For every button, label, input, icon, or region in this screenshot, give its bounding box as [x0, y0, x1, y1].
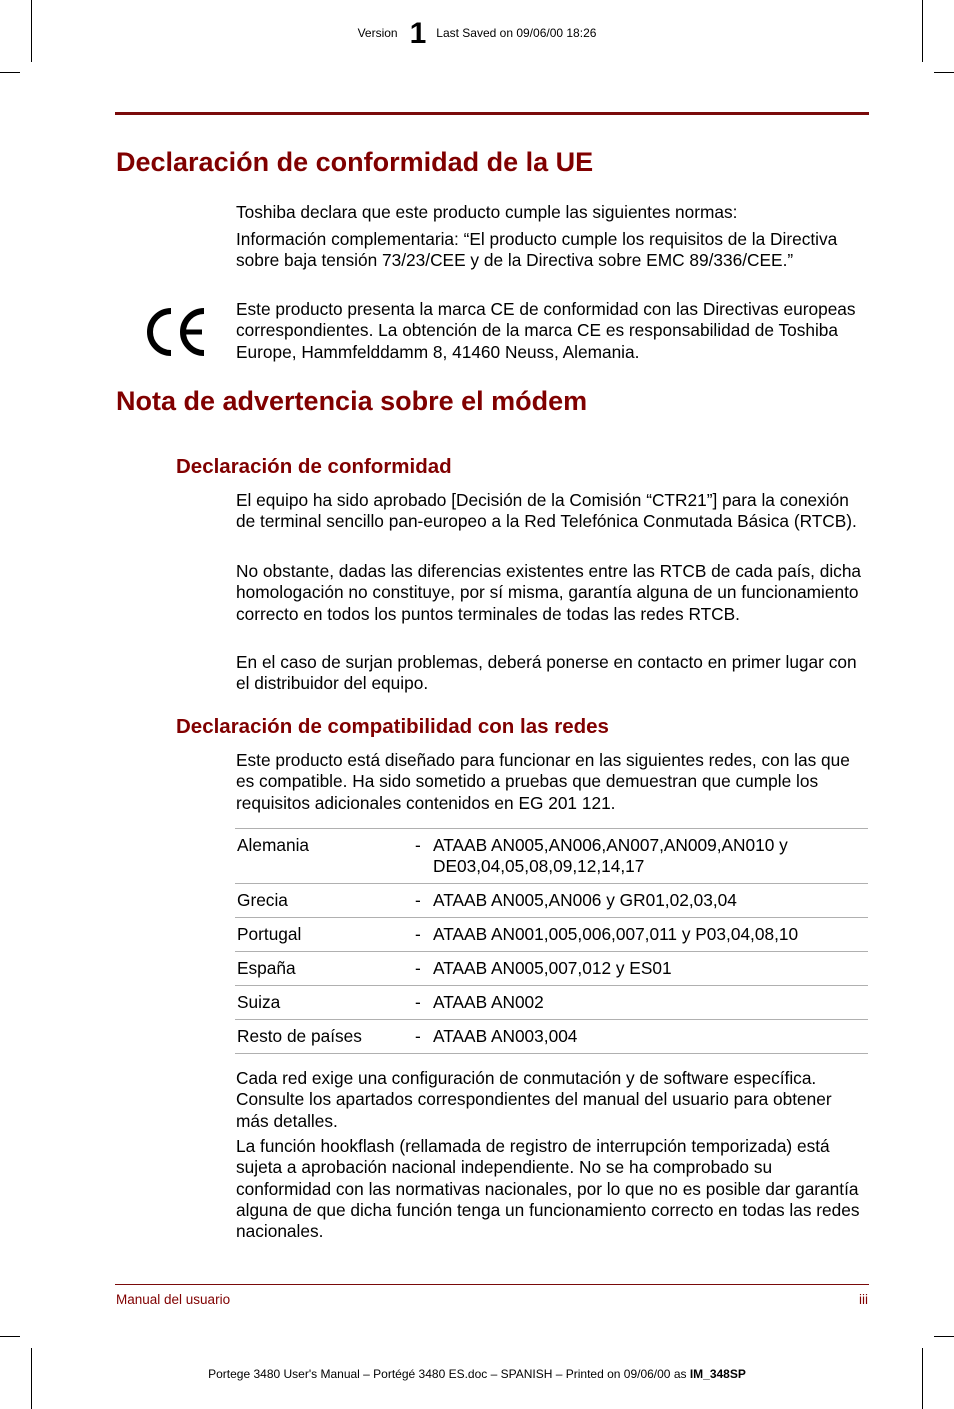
dash-cell: - [415, 958, 421, 978]
print-code: IM_348SP [689, 1367, 746, 1381]
paragraph-networks-1: Este producto está diseñado para funcionar en las siguientes redes, con las que es compatible. Ha sido sometido a pruebas que demuestran que cumple los requisitos adicionales contenidos en EG 201 121. [236, 750, 850, 813]
standard-cell: ATAAB AN002 [433, 992, 544, 1012]
paragraph-conformity-3: En el caso de surjan problemas, deberá ponerse en contacto en primer lugar con el distribuidor del equipo. [236, 652, 857, 694]
footer-rule [115, 1284, 869, 1285]
dash-cell: - [415, 992, 421, 1012]
section-title-modem: Nota de advertencia sobre el módem [116, 386, 588, 416]
dash-cell: - [415, 1026, 421, 1046]
standard-cell: ATAAB AN003,004 [433, 1026, 578, 1046]
paragraph-conformity-2: No obstante, dadas las diferencias existentes entre las RTCB de cada país, dicha homologación no constituye, por sí misma, garantía alguna de un funcionamiento correcto en todos los puntos terminales de todas las redes RTCB. [236, 561, 862, 624]
country-cell: España [237, 958, 296, 978]
crop-mark-top-right-h [934, 72, 954, 73]
version-number: 1 [409, 17, 427, 50]
standard-cell: ATAAB AN005,007,012 y ES01 [433, 958, 672, 978]
standard-cell: ATAAB AN005,AN006 y GR01,02,03,04 [433, 890, 737, 910]
table-row [235, 1020, 868, 1054]
dash-cell: - [415, 835, 421, 855]
crop-mark-bottom-right-h [934, 1336, 954, 1337]
print-info-text: Portege 3480 User's Manual – Portégé 3480 ES.doc – SPANISH – Printed on 09/06/00 as [208, 1367, 690, 1381]
country-cell: Grecia [237, 890, 288, 910]
country-cell: Portugal [237, 924, 302, 944]
header-rule [115, 112, 869, 115]
footer-manual-label: Manual del usuario [116, 1292, 231, 1307]
table-row [235, 884, 868, 918]
paragraph-networks-2: Cada red exige una configuración de conmutación y de software específica. Consulte los apartados correspondientes del manual del usuario para obtener más detalles. [236, 1068, 832, 1131]
crop-mark-top-left-h [0, 72, 20, 73]
version-label: Version [357, 26, 398, 40]
subsection-title-networks: Declaración de compatibilidad con las redes [176, 715, 609, 738]
table-row [235, 952, 868, 986]
country-cell: Suiza [237, 992, 281, 1012]
paragraph-ue-3: Este producto presenta la marca CE de conformidad con las Directivas europeas correspondientes. La obtención de la marca CE es responsabilidad de Toshiba Europe, Hammfelddamm 8, 41460 Neuss, Alemania. [236, 299, 856, 362]
dash-cell: - [415, 924, 421, 944]
paragraph-ue-2: Información complementaria: “El producto cumple los requisitos de la Directiva sobre baja tensión 73/23/CEE y de la Directiva sobre EMC 89/336/CEE.” [236, 229, 838, 271]
standard-cell: ATAAB AN001,005,006,007,011 y P03,04,08,10 [433, 924, 799, 944]
version-header [0, 17, 954, 51]
table-row [235, 829, 868, 884]
table-row [235, 918, 868, 952]
subsection-title-conformity: Declaración de conformidad [176, 455, 452, 478]
paragraph-ue-1: Toshiba declara que este producto cumple las siguientes normas: [236, 202, 738, 222]
dash-cell: - [415, 890, 421, 910]
paragraph-conformity-1: El equipo ha sido aprobado [Decisión de la Comisión “CTR21”] para la conexión de terminal sencillo pan-europeo a la Red Telefónica Conmutada Básica (RTCB). [236, 490, 857, 532]
ce-mark-icon [144, 304, 210, 360]
country-cell: Resto de países [237, 1026, 362, 1046]
standard-cell: ATAAB AN005,AN006,AN007,AN009,AN010 y DE03,04,05,08,09,12,14,17 [433, 835, 788, 876]
page-number: iii [859, 1292, 868, 1307]
paragraph-networks-3: La función hookflash (rellamada de registro de interrupción temporizada) está sujeta a aprobación nacional independiente. No se ha comprobado su conformidad con las normativas nacionales, por lo que no es posible dar garantía alguna de que dicha función tenga un funcionamiento correcto en todas las redes nacionales. [236, 1136, 860, 1242]
table-row [235, 986, 868, 1020]
section-title-ue: Declaración de conformidad de la UE [116, 147, 594, 177]
print-info [0, 1367, 954, 1381]
crop-mark-bottom-left-h [0, 1336, 20, 1337]
country-cell: Alemania [237, 835, 310, 855]
last-saved: Last Saved on 09/06/00 18:26 [436, 26, 597, 40]
networks-table [235, 828, 868, 1054]
